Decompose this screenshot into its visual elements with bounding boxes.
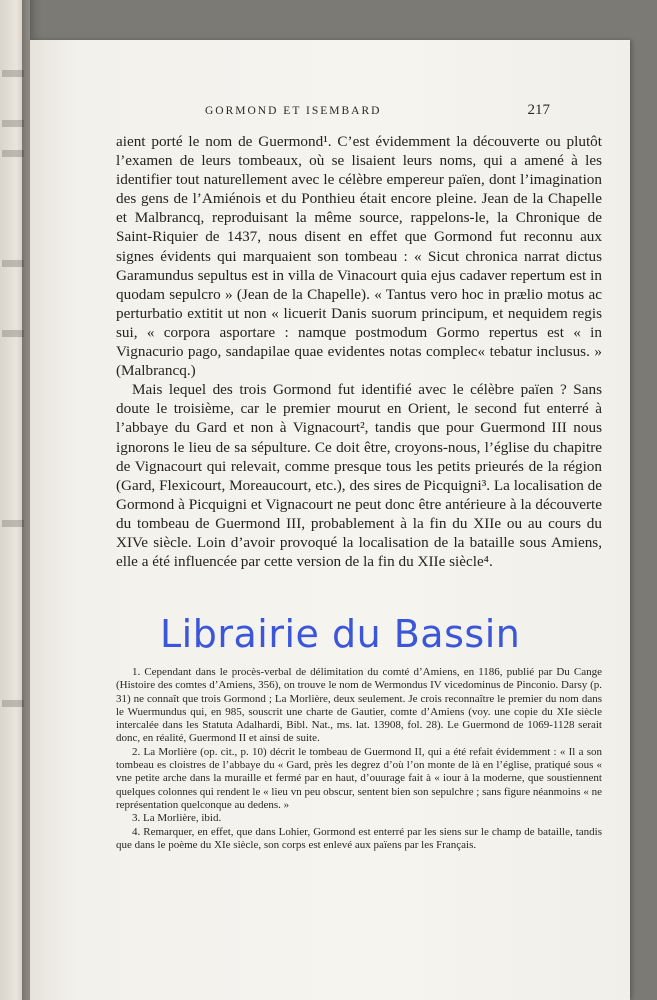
paragraph-1: aient porté le nom de Guermond¹. C’est évidemment la découverte ou plutôt l’examen de leurs tombeaux, où se lisaient leurs noms, qui a amené à les identifier tout naturellement avec le célèbre empereur païen, dont l’imagination des gens de l’Amiénois et du Ponthieu était encore pleine. Jean de la Chapelle et Malbrancq, reproduisant la même source, rappelons-le, la Chronique de Saint-Riquier de 1437, nous disent en effet que Gormond fut reconnu aux signes évidents qui marquaient son tombeau : « Sicut chronica narrat dictus Garamundus sepultus est in villa de Vinacourt quia ejus cadaver repertum est in quodam sepulcro » (Jean de la Chapelle). « Tantus vero hoc in prælio motus ac perturbatio extitit ut non « licuerit Danis suorum principum, et nequidem regis sui, « corpora asportare : namque postmodum Gormo repertus est « in Vignacurio pago, sandapilae quae evidentes notas complec« tebatur inclusus. » (Malbrancq.): [116, 133, 602, 380]
footnote-2: 2. La Morlière (op. cit., p. 10) décrit le tombeau de Guermond II, qui a été refait évidemment : « Il a son tombeau es cloistres de l’abbaye du « Gard, près les degrez d’où l’on monte de là en l’église, pratiqué sous « vne petite arche dans la muraille et fermé par en haut, d’ouurage fait à « iour à la moderne, que soustiennent quelques colonnes qui rendent le « lieu vn peu obscur, sentent bien son sepulchre ; sans figure néanmoins « ne représentation quelconque au dedens. »: [116, 745, 602, 811]
page-number: 217: [527, 102, 550, 118]
footnote-4: 4. Remarquer, en effet, que dans Lohier, Gormond est enterré par les siens sur le champ de bataille, tandis que dans le poème du XIe siècle, son corps est enlevé aux païens par les Français.: [116, 825, 602, 851]
seller-watermark: Librairie du Bassin: [160, 612, 521, 656]
main-text: [116, 132, 602, 571]
footnote-1: 1. Cependant dans le procès-verbal de délimitation du comté d’Amiens, en 1186, publié par Du Cange (Histoire des comtes d’Amiens, 356), on trouve le nom de Wermondus IV vicedominus de Pinconio. Darsy (p. 31) ne connaît que trois Gormond ; La Morlière, deux seulement. Je crois reconnaître le premier du nom dans le Wuermundus qui, en 985, souscrit une charte de Gautier, comte d’Amiens (voy. une copie du XIe siècle intercalée dans les Statuta Adalhardi, Bibl. Nat., ms. lat. 13908, fol. 28). Le Guermond de 1069-1128 serait donc, en réalité, Guermond II et ainsi de suite.: [116, 666, 602, 745]
running-title: GORMOND ET ISEMBARD: [205, 105, 382, 117]
page-header: [205, 103, 550, 123]
book-page: [30, 40, 630, 1000]
footnote-3: 3. La Morlière, ibid.: [132, 812, 222, 825]
paragraph-2: Mais lequel des trois Gormond fut identifié avec le célèbre païen ? Sans doute le troisième, car le premier mourut en Orient, le second fut enterré à l’abbaye du Gard et non à Vignacourt², tandis que pour Guermond III nous ignorons le lieu de sa sépulture. Ce doit être, croyons-nous, l’église du chapitre de Vignacourt qui relevait, comme presque tous les petits prieurés de la région (Gard, Flexicourt, Moreaucourt, etc.), des sires de Picquigni³. La localisation de Gormond à Picquigni et Vignacourt ne peut donc être antérieure à la découverte du tombeau de Guermond III, probablement à la fin du XIIe ou au cours du XIVe siècle. Loin d’avoir provoqué la localisation de la bataille sous Amiens, elle a été influencée par cette version de la fin du XIIe siècle⁴.: [116, 381, 602, 571]
footnotes: [116, 666, 602, 852]
